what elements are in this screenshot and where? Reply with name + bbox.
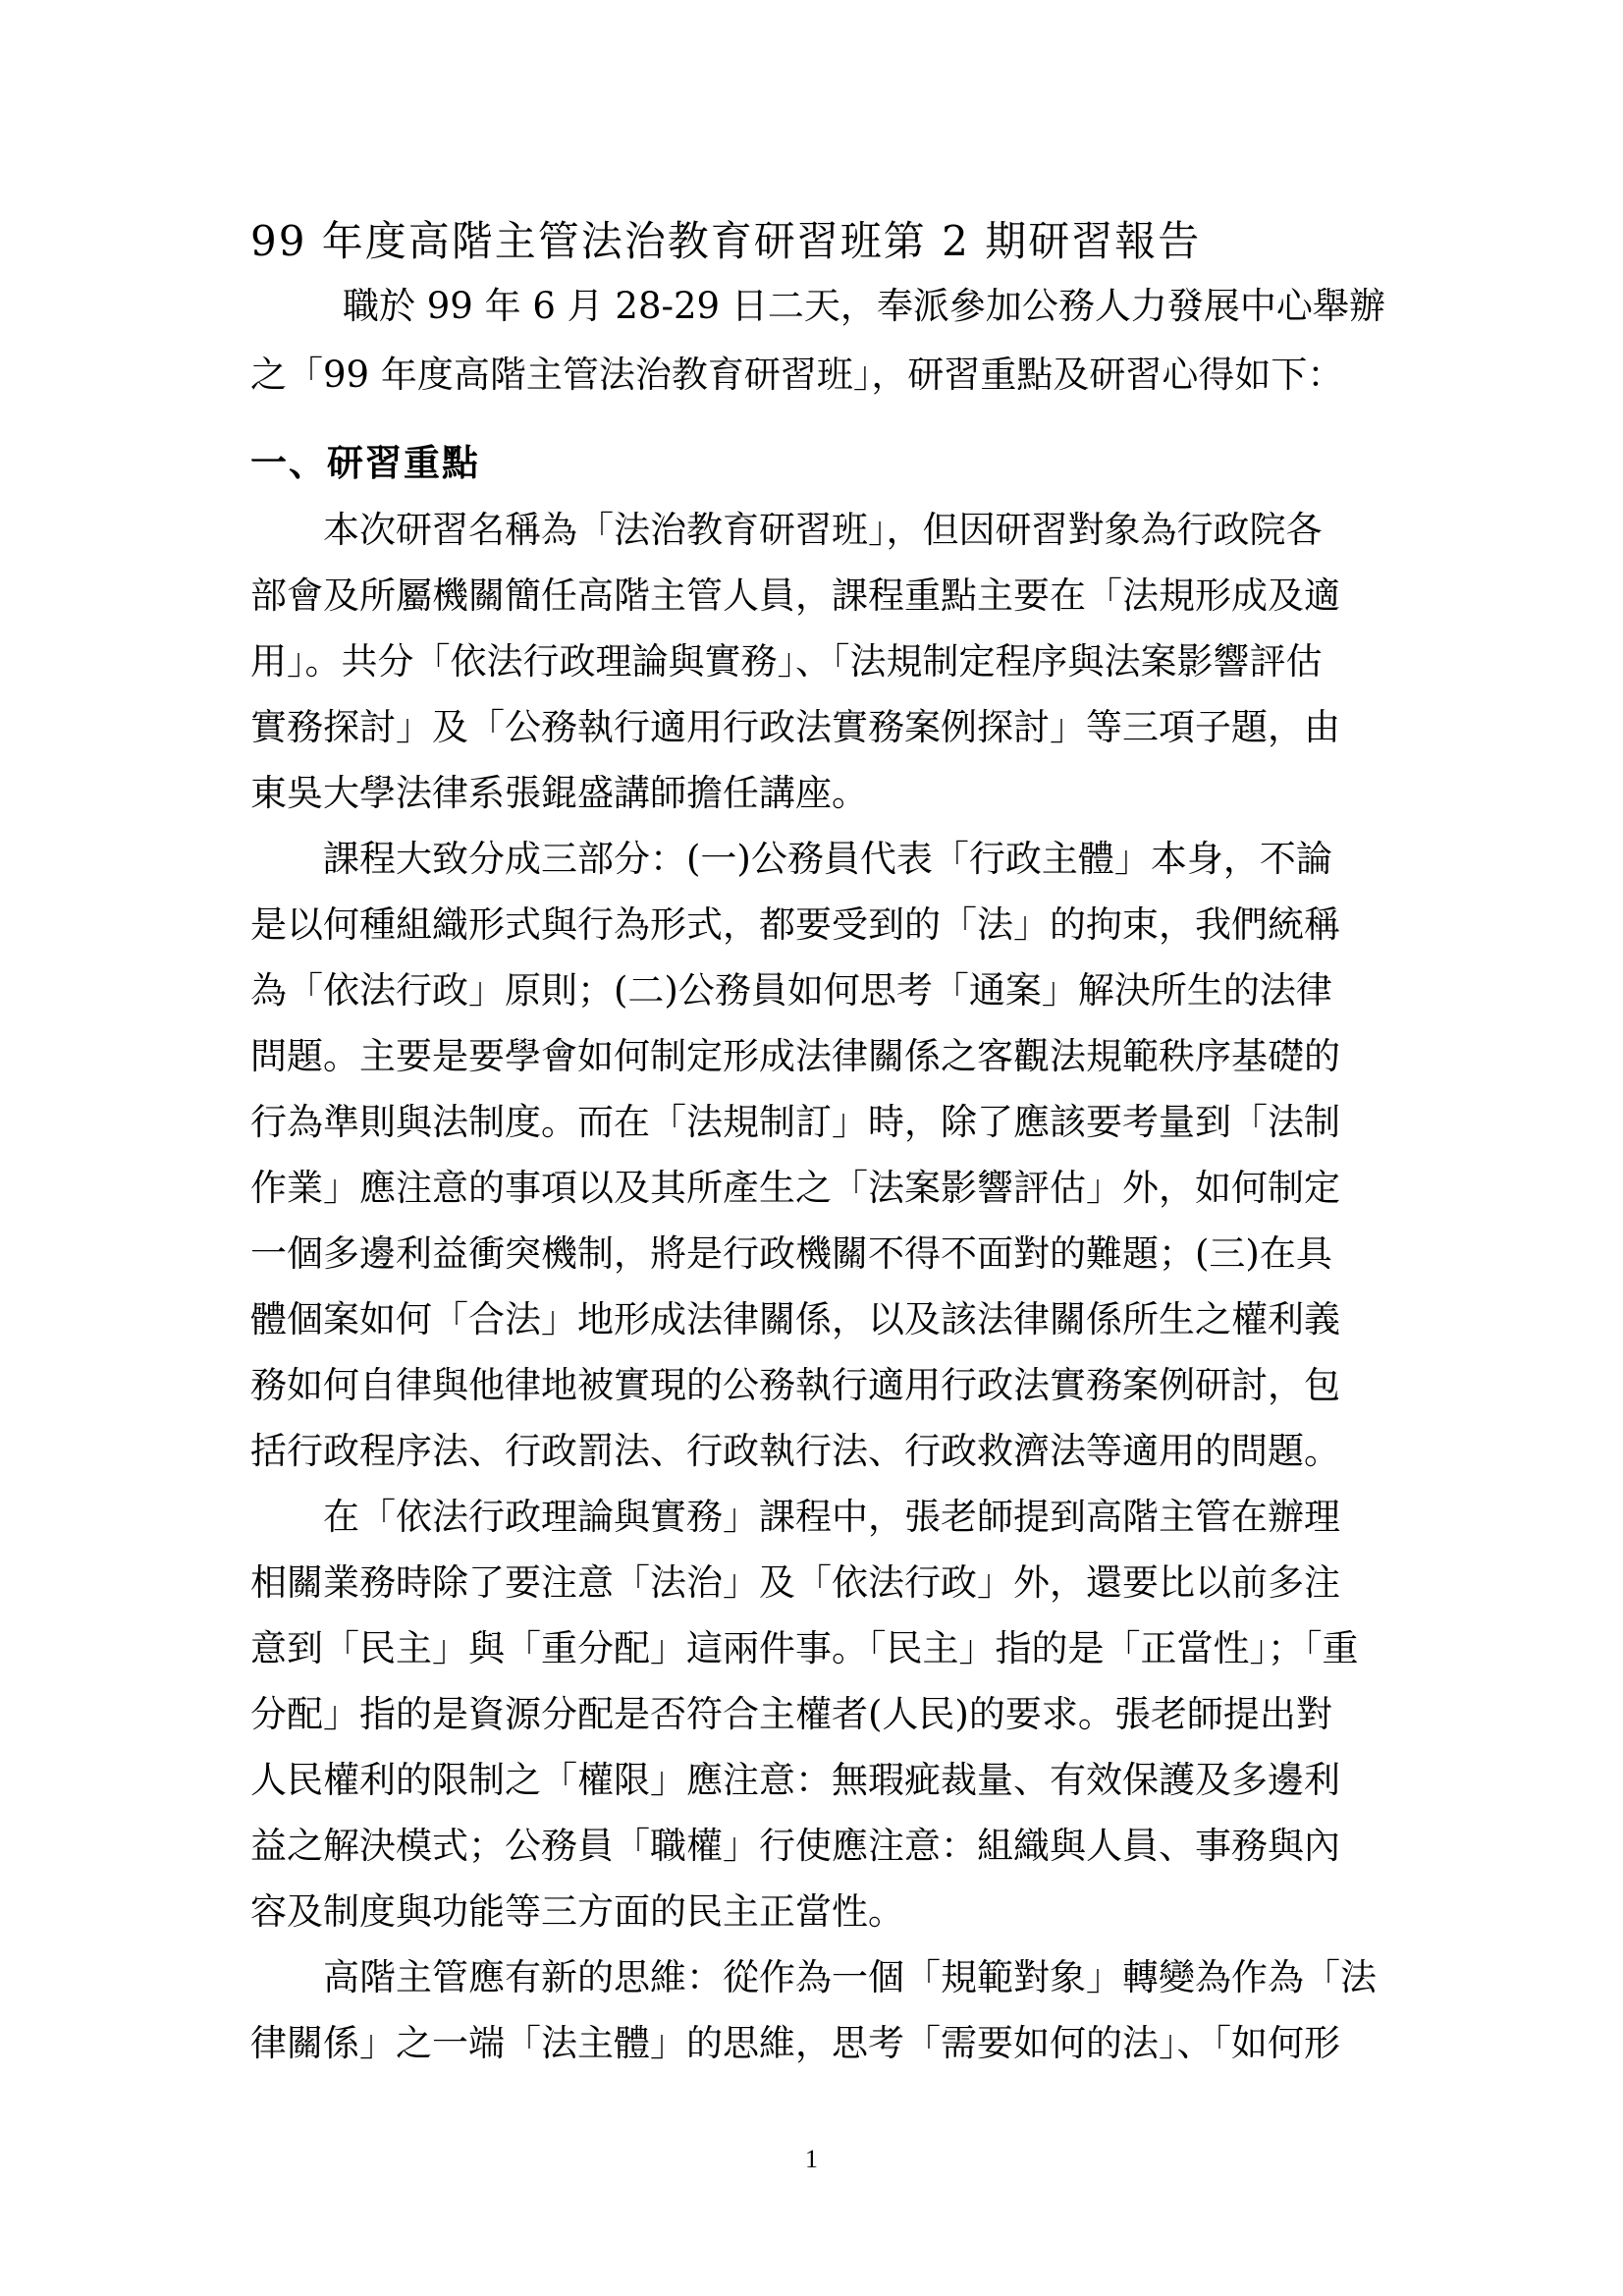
body-line: 實務探討」及「公務執行適用行政法實務案例探討」等三項子題，由 <box>250 706 1340 748</box>
body-line: 問題。主要是要學會如何制定形成法律關係之客觀法規範秩序基礎的 <box>250 1035 1340 1077</box>
body-line: 意到「民主」與「重分配」這兩件事。「民主」指的是「正當性」；「重 <box>250 1627 1359 1669</box>
body-line: 容及制度與功能等三方面的民主正當性。 <box>250 1890 904 1933</box>
intro-line: 職於 99 年 6 月 28-29 日二天，奉派參加公務人力發展中心舉辦 <box>343 285 1385 327</box>
body-line: 部會及所屬機關簡任高階主管人員，課程重點主要在「法規形成及適 <box>250 574 1340 617</box>
body-line: 作業」應注意的事項以及其所產生之「法案影響評估」外，如何制定 <box>250 1167 1340 1209</box>
body-line: 用」。共分「依法行政理論與實務」、「法規制定程序與法案影響評估 <box>250 640 1323 683</box>
section-heading: 一、研習重點 <box>250 441 480 484</box>
body-line: 行為準則與法制度。而在「法規制訂」時，除了應該要考量到「法制 <box>250 1101 1340 1143</box>
body-line: 東吳大學法律系張錕盛講師擔任講座。 <box>250 772 868 814</box>
intro-line: 之「99 年度高階主管法治教育研習班」，研習重點及研習心得如下： <box>250 354 1344 396</box>
body-line: 本次研習名稱為「法治教育研習班」，但因研習對象為行政院各 <box>323 509 1323 551</box>
body-line: 是以何種組織形式與行為形式，都要受到的「法」的拘束，我們統稱 <box>250 903 1340 946</box>
body-line: 相關業務時除了要注意「法治」及「依法行政」外，還要比以前多注 <box>250 1561 1340 1604</box>
body-line: 體個案如何「合法」地形成法律關係，以及該法律關係所生之權利義 <box>250 1298 1340 1340</box>
body-line: 務如何自律與他律地被實現的公務執行適用行政法實務案例研討，包 <box>250 1364 1340 1406</box>
body-line: 益之解決模式；公務員「職權」行使應注意：組織與人員、事務與內 <box>250 1825 1340 1867</box>
body-line: 課程大致分成三部分：(一)公務員代表「行政主體」本身，不論 <box>323 838 1332 880</box>
body-line: 一個多邊利益衝突機制，將是行政機關不得不面對的難題；(三)在具 <box>250 1232 1332 1275</box>
body-line: 分配」指的是資源分配是否符合主權者(人民)的要求。張老師提出對 <box>250 1693 1332 1735</box>
body-line: 律關係」之一端「法主體」的思維，思考「需要如何的法」、「如何形 <box>250 2022 1340 2064</box>
body-line: 在「依法行政理論與實務」課程中，張老師提到高階主管在辦理 <box>323 1496 1340 1538</box>
body-line: 括行政程序法、行政罰法、行政執行法、行政救濟法等適用的問題。 <box>250 1430 1340 1472</box>
body-line: 為「依法行政」原則；(二)公務員如何思考「通案」解決所生的法律 <box>250 969 1332 1011</box>
page-title: 99 年度高階主管法治教育研習班第 2 期研習報告 <box>250 217 1202 265</box>
body-line: 人民權利的限制之「權限」應注意：無瑕疵裁量、有效保護及多邊利 <box>250 1759 1340 1801</box>
body-line: 高階主管應有新的思維：從作為一個「規範對象」轉變為作為「法 <box>323 1956 1377 1998</box>
page-number: 1 <box>805 2145 818 2173</box>
